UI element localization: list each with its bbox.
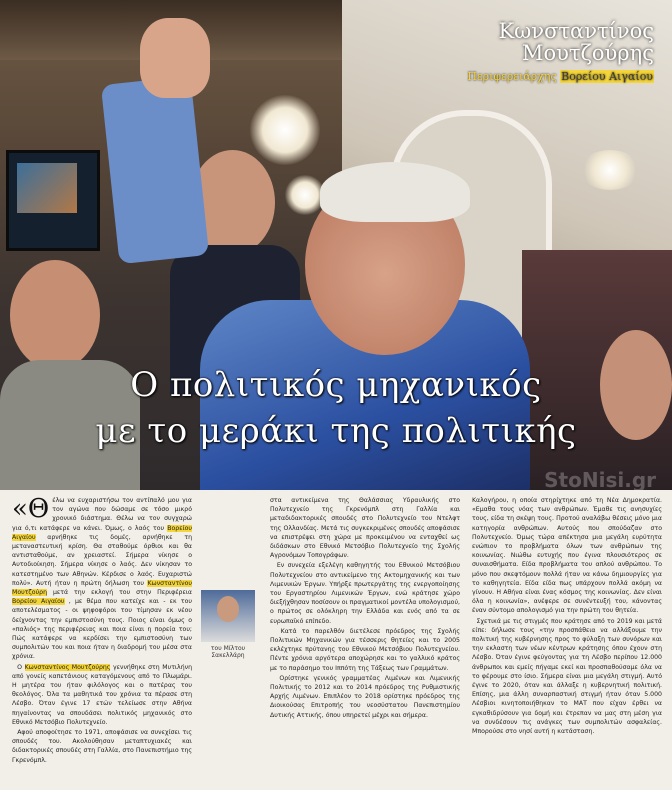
ceiling-lamp (285, 175, 325, 215)
paragraph (12, 496, 192, 662)
text-run: αρνήθηκε τις δομές, αρνήθηκε τη μεταναστευτική κρίση. Θα σταθούμε όρθιοι και θα αντισταθούμε, αν χρειαστεί. Σήμερα νίκησε ο Αυτοδιοίκηση. Σήμερα νίκησε ο λαός. Δεν νίκησαν το κατεστημένο των Αθηνών. Κέρδισε ο λαός. Ευχαριστώ πολύ». Αυτή ήταν η πρώτη δήλωση του (12, 533, 192, 587)
dropcap: «Θ (12, 496, 50, 524)
text-run: γεννήθηκε στη Μυτιλήνη από γονείς καπετάνιους καταγόμενους από το Πλωμάρι. Η μητέρα του ήταν φιλόλογος και ο πατέρας του θεολόγος. Όλα τα μαθητικά του χρόνια τα πέρασε στη Λέσβο. Όταν έγινε 17 ετών τελείωσε στην Αθήνα πηγαίνοντας να σπουδάσει πολιτικός μηχανικός στο Εθνικό Μετσόβιο Πολυτεχνείο. (12, 663, 192, 726)
text-run: , με θέμα που κατείχε και - εκ του αποτελέσματος - οι ψηφοφόροι του τίμησαν εκ νέου δείχνοντας την εμπιστοσύνη τους. Ποιος είναι όμως ο «παλιός» της περιφέρειας και ποια είναι η πορεία του; Πώς κατάφερε να κερδίσει την εμπιστοσύνη των συμπολιτών του και ποια ήταν η διαδρομή του μέσα στα χρόνια. (12, 598, 192, 661)
paragraph (270, 627, 460, 673)
highlight: Κωνσταντίνος Μουτζούρης (24, 663, 111, 671)
article-column-1 (12, 496, 192, 788)
paragraph: στα αντικείμενα της Θαλάσσιας Υδραυλικής στο Πολυτεχνείο της Γκρενόμπλ στη Γαλλία και μεταδιδακτορικές σπουδές στο Πολυτεχνείο του Ντελφτ της Ολλανδίας. Μετά τις συγκεκριμένες σπουδές αποφάσισε να επιστρέψει στη χώρα με προκειμένου να ενταχθεί ως διδάσκων στο Εθνικό Μετσόβιο Πολυτεχνείο της Σχολής Αγρονόμων Τοπογράφων. (270, 497, 460, 560)
text-run: έλω να ευχαριστήσω τον αντίπαλό μου για τον αγώνα που δώσαμε σε τόσο μικρό χρονικό διάστημα. Θέλω να τον συγχαρώ για ό,τι κατάφερε να κάνει. Όμως, ο λαός του (12, 497, 192, 532)
paragraph: Ο Κωνσταντίνος Μουτζούρης γεννήθηκε στη Μυτιλήνη από γονείς καπετάνιους καταγόμενους από το Πλωμάρι. Η μητέρα του ήταν φιλόλογος και ο πατέρας του θεολόγος. Όλα τα μαθητικά του χρόνια τα πέρασε στη Λέσβο. Όταν έγινε 17 ετών τελείωσε στην Αθήνα πηγαίνοντας να σπουδάσει πολιτικός μηχανικός στο Εθνικό Μετσόβιο Πολυτεχνείο. (12, 663, 192, 726)
author-box (198, 590, 258, 668)
article-column-2 (270, 496, 460, 788)
paragraph: Καλογήρου, η οποία στηρίχτηκε από τη Νέα Δημοκρατία. «Εμαθα τους νόας των ανθρώπων. Έμαθε τις ανησυχίες τους, είδα τη σκέψη τους. Προτού αναλάβω θέσεις μόνο μια κατηγορία ανθρώπων. Αυτούς που σπούδαζαν στο Πολυτεχνείο. Όμως τώρα απέκτησα μια μεγάλη ευρύτητα ενώπιον το προβλήματα όλων των ανθρώπων της κοινωνίας. Νιώθω ευτυχής που έγινα πλουσιότερος σε συναισθήματα. Είδα προβλήματα του απλού ανθρώπου. Το μόνο που σκεφτόμουν πολλά ήταν να κάνω δημιουργίες για το καθηγητεία. Είδα είδα πως υπάρχουν πολλά ακόμη να γίνουν. Η Αθήνα είναι ένας κόσμος της κοινωνίας. Δεν είναι όλα η κοινωνία», ανέφερε σε συνέντευξή του, κάνοντας έναν σύντομο απολογισμό για την πρώτη του θητεία. (472, 497, 662, 615)
wall-lamp (580, 150, 640, 190)
raised-arm (101, 76, 209, 264)
subject-role (467, 70, 654, 83)
highlight: Βορείου Αιγαίου (12, 598, 65, 606)
author-caption (198, 645, 258, 659)
highlight: Βορείου Αιγαίου (12, 524, 192, 541)
role-prefix: Περιφερειάρχης (467, 70, 557, 83)
author-caption-line: του Μίλτου (210, 645, 246, 652)
raised-fist (140, 18, 210, 98)
text-run: Αφού αποφοίτησε το 1971, αποφάσισε να συνεχίσει τις σπουδές του. Ακολούθησαν μεταπτυχιακές και διδακτορικές σπουδές στη Γαλλία, στο Πανεπιστήμιο της Γκρενόμπλ. (12, 729, 192, 764)
headline-line-1: Ο πολιτικός μηχανικός (130, 365, 542, 405)
highlight: Κωνσταντίνου Μουτζούρη (12, 579, 192, 597)
subject-name-block (467, 20, 654, 83)
subject-last-name: Μουτζούρης (521, 41, 654, 65)
author-caption-line: Σακελλάρη (211, 652, 245, 659)
text-run: Κατά το παρελθόν διετέλεσε πρόεδρος της Σχολής Πολιτικών Μηχανικών για τέσσερις θητείες και το 2005 εκλέχτηκε πρύτανης του Εθνικού Μετσόβιου Πολυτεχνείου. Πέντε χρόνια αργότερα αποχώρησε και το γαλλικό κράτος με το παράσημο του Ιππότη της Τάξεως των Γραμμάτων. (270, 627, 460, 672)
text-run: μετά την εκλογή του στην Περιφέρεια (52, 589, 192, 597)
main-subject-hair (320, 162, 470, 222)
text-run: Σχετικά με τις στιγμές που κράτησε από το 2019 και μετά είπε: δήλωσε τους «την προσπάθεια να αλλάξουμε την πολιτική της κυβέρνησης προς το φύλαξη των συνόρων και την εκλαστη των νέων κέντρων κράτησης όπου έχουν στη Λέσβο. Όταν έγινε φεύγοντας για τη Λέσβο περίπου 12.000 άνθρωποι και εμείς πήγαμε εκεί και προσπαθούσαμε όλα να το φέρουμε στο ίσιο. Σήμερα είναι μια μεγάλη στιγμή. Αυτό έγινε το 2020, όταν και άλλαξε η κυβερνητική πολιτική. Επίσης, μια άλλη συναρπαστική στιγμή ήταν όταν 5.000 Λέσβιοι κινητοποιήθηκαν το ΜΑΤ που είχαν έρθει να εγκαθιδρύσουν για δομή και έτρεπαν να μας στη μέση για να συνδέσουν τις ανάγκες των συμπολιτών ασφαλείας. Μπορούσε στο νησί αυτή η κατάσταση. (472, 617, 662, 736)
article-headline (0, 365, 672, 451)
paragraph (270, 674, 460, 720)
author-photo (201, 590, 255, 642)
paragraph (12, 728, 192, 765)
text-run: Ορίστηκε γενικός γραμματέας Λιμένων και Λιμενικής Πολιτικής το 2012 και το 2014 πρόεδρος της Ρυθμιστικής Αρχής Λιμένων. Επιπλέον το 2018 ορίστηκε πρόεδρος της Διοικούσας Επιτροπής του νεοσύστατου Πανεπιστημίου Δυτικής Αττικής, όπου υπηρετεί μέχρι και σήμερα. (270, 674, 460, 719)
role-region: Βορείου Αιγαίου (561, 70, 653, 83)
watermark: StoNisi.gr (544, 468, 656, 490)
headline-line-2: με το μεράκι της πολιτικής (95, 411, 577, 451)
article-body (0, 490, 672, 790)
ceiling-lamp (250, 95, 320, 165)
paragraph (472, 617, 662, 737)
text-run: Εν συνεχεία εξελέγη καθηγητής του Εθνικού Μετσόβιου Πολυτεχνείου στο αντικείμενο της Ακτομηχανικής και των Λιμενικών Έργων. Υπήρξε πρωτεργάτης της ενεργοποίησης του Εργαστηρίου Λιμενικών Έργων, ενώ κράτησε χώρο διεξήχθησαν ποσίσουν οι πραγματικοί μοντέλα υπολογισμού, ο πρώτος σε ολόκληρη την Ελλάδα και ενός από τα σε ευρωπαϊκό επίπεδο. (270, 562, 460, 625)
paragraph (270, 561, 460, 625)
television-screen (6, 150, 100, 251)
article-column-3 (472, 496, 662, 788)
subject-first-name: Κωνσταντίνος (498, 19, 654, 43)
person-left (10, 260, 100, 370)
